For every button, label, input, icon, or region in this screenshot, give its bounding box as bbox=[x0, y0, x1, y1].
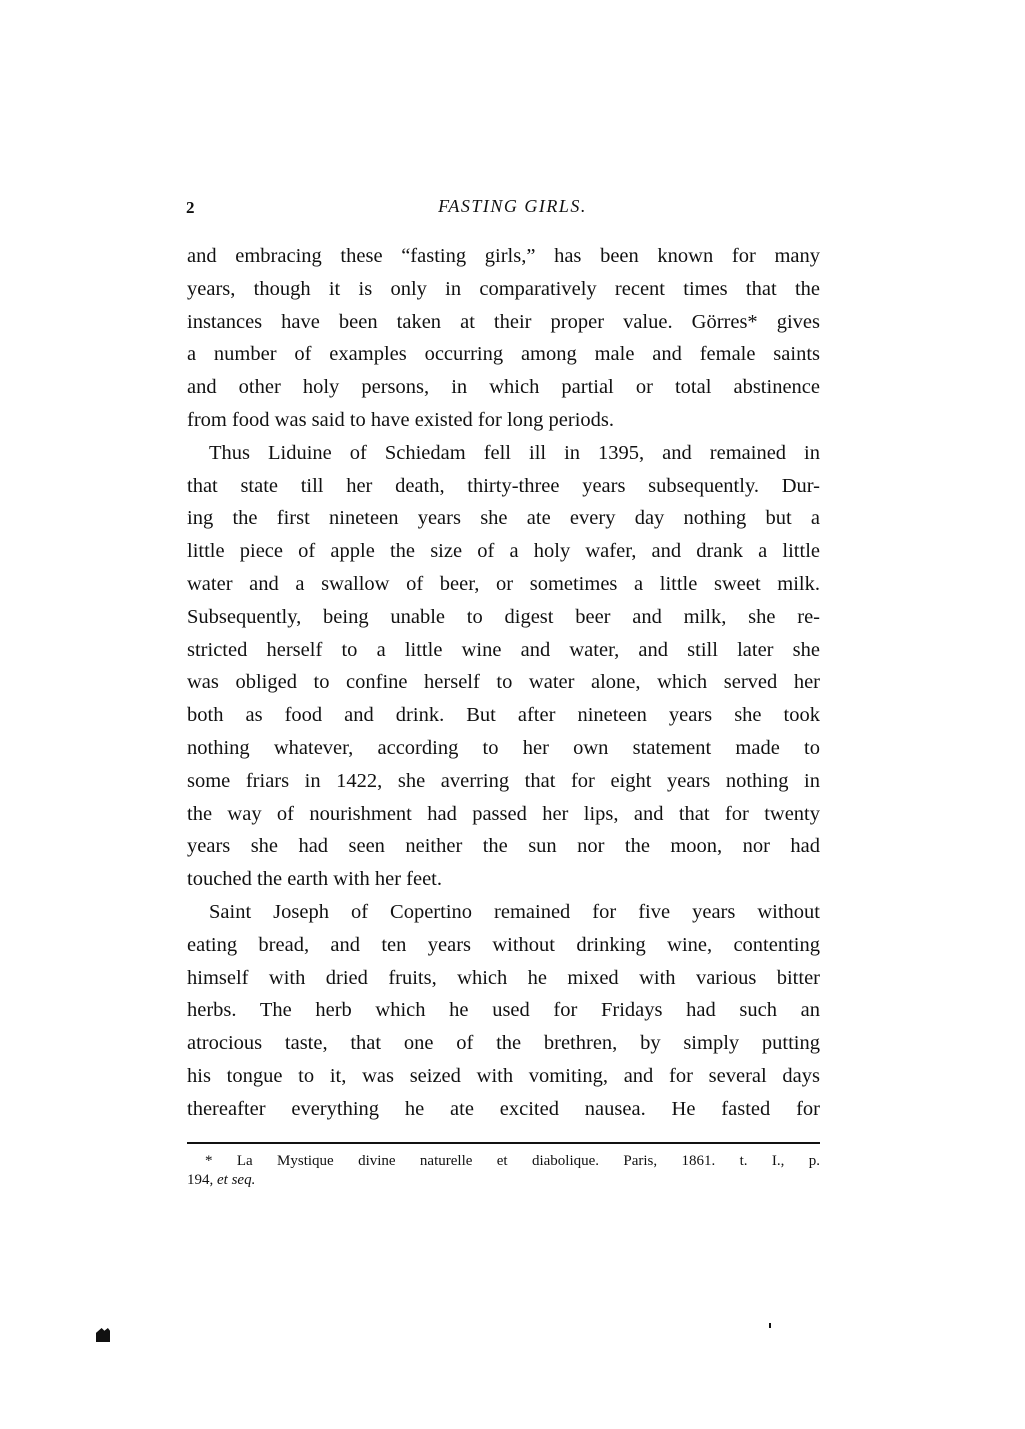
text-line: little piece of apple the size of a holy wafer, and drank a little bbox=[187, 540, 820, 563]
text-line: stricted herself to a little wine and water, and still later she bbox=[187, 638, 820, 661]
text-line: years, though it is only in comparatively recent times that the bbox=[187, 277, 820, 300]
text-line: was obliged to confine herself to water alone, which served her bbox=[187, 671, 820, 694]
text-line: herbs. The herb which he used for Fridays had such an bbox=[187, 999, 820, 1022]
text-line: both as food and drink. But after nineteen years she took bbox=[187, 704, 820, 727]
paragraph-1 bbox=[187, 240, 820, 437]
text-line: years she had seen neither the sun nor the moon, nor had bbox=[187, 835, 820, 858]
text-line: atrocious taste, that one of the brethren, by simply putting bbox=[187, 1032, 820, 1055]
text-line: the way of nourishment had passed her lips, and that for twenty bbox=[187, 802, 820, 825]
text-line: eating bread, and ten years without drinking wine, contenting bbox=[187, 933, 820, 956]
footnote-line bbox=[187, 1171, 820, 1190]
page-number: 2 bbox=[186, 198, 195, 217]
text-line: Subsequently, being unable to digest beer and milk, she re- bbox=[187, 605, 820, 628]
paragraph-2 bbox=[187, 437, 820, 896]
scan-artifact-mark bbox=[96, 1328, 110, 1342]
footnote-line: * La Mystique divine naturelle et diabolique. Paris, 1861. t. I., p. bbox=[205, 1153, 820, 1169]
footnote bbox=[187, 1152, 820, 1190]
text-line: Thus Liduine of Schiedam fell ill in 1395, and remained in bbox=[209, 441, 820, 464]
running-head: FASTING GIRLS. bbox=[438, 196, 587, 216]
text-line: from food was said to have existed for long periods. bbox=[187, 408, 614, 431]
footnote-page-ref: 194, bbox=[187, 1172, 217, 1188]
text-line: touched the earth with her feet. bbox=[187, 868, 442, 891]
text-line: ing the first nineteen years she ate every day nothing but a bbox=[187, 507, 820, 530]
text-line: Saint Joseph of Copertino remained for five years without bbox=[209, 900, 820, 923]
text-line: and embracing these “fasting girls,” has been known for many bbox=[187, 245, 820, 267]
text-line: a number of examples occurring among male and female saints bbox=[187, 343, 820, 366]
text-line: some friars in 1422, she averring that for eight years nothing in bbox=[187, 769, 820, 792]
paragraph-3 bbox=[187, 896, 820, 1126]
scan-artifact-dot bbox=[769, 1323, 771, 1328]
footnote-divider bbox=[187, 1142, 820, 1144]
text-line: that state till her death, thirty-three years subsequently. Dur- bbox=[187, 474, 820, 497]
text-line: nothing whatever, according to her own statement made to bbox=[187, 736, 820, 759]
text-line: himself with dried fruits, which he mixed with various bitter bbox=[187, 966, 820, 989]
text-line: thereafter everything he ate excited nausea. He fasted for bbox=[187, 1097, 820, 1120]
body-text bbox=[187, 240, 820, 1126]
footnote-et-seq: et seq. bbox=[217, 1172, 256, 1188]
text-line: instances have been taken at their proper value. Görres* gives bbox=[187, 310, 820, 333]
text-line: and other holy persons, in which partial or total abstinence bbox=[187, 376, 820, 399]
text-line: water and a swallow of beer, or sometimes a little sweet milk. bbox=[187, 572, 820, 595]
text-line: his tongue to it, was seized with vomiting, and for several days bbox=[187, 1064, 820, 1087]
